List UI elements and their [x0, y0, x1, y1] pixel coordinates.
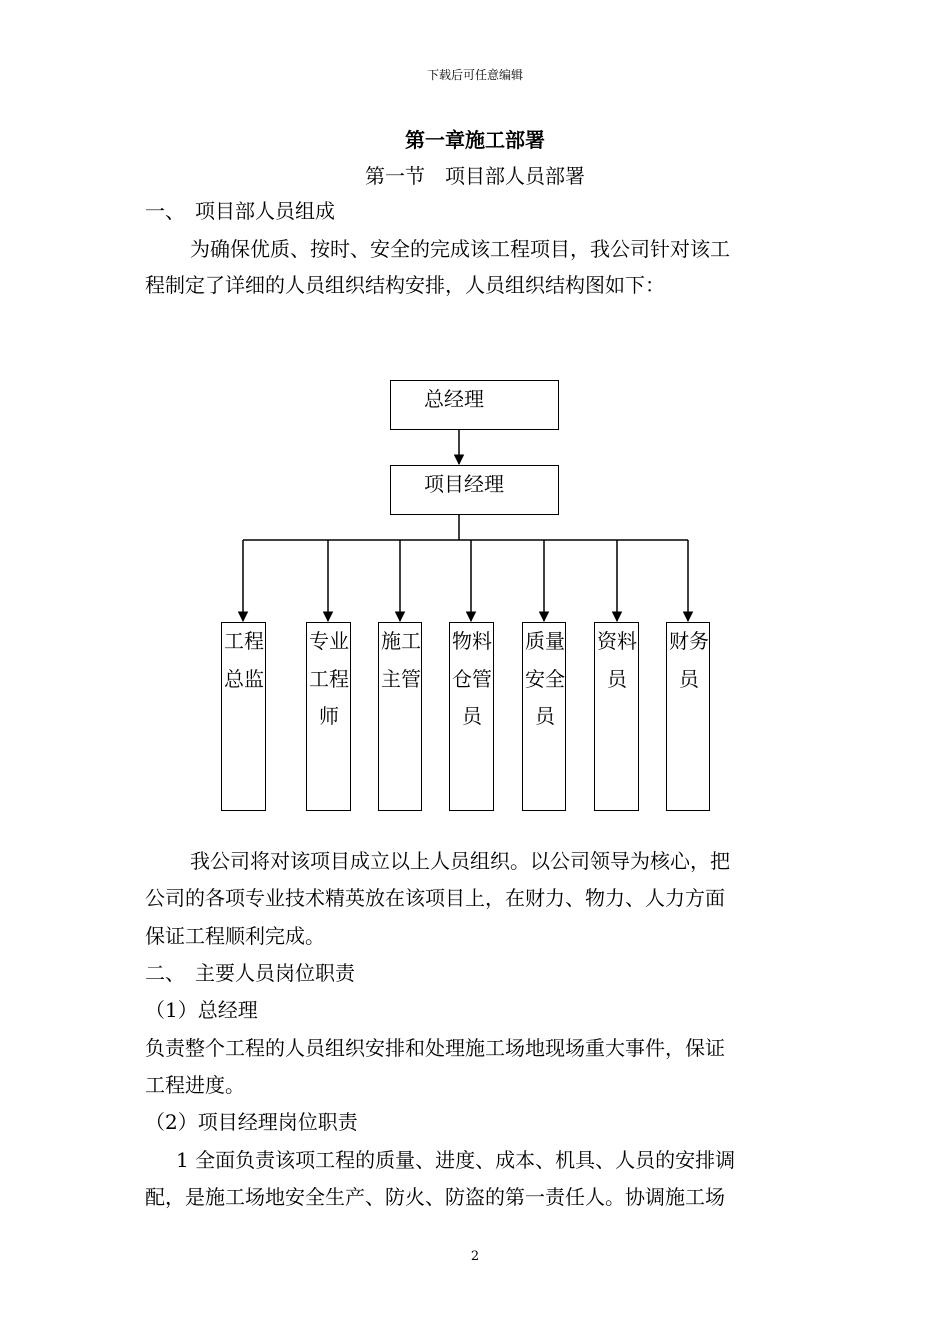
org-box-child-6-label: 资料员: [597, 629, 637, 691]
org-box-child-1-label: 工程总监: [224, 629, 264, 691]
org-box-child-7-label: 财务员: [669, 629, 709, 691]
project-manager-text-line-2: 配，是施工场地安全生产、防火、防盗的第一责任人。协调施工场: [145, 1185, 725, 1209]
org-box-child-5: [522, 622, 566, 811]
org-box-child-3-label: 施工主管: [381, 629, 421, 691]
section-title: 第一节 项目部人员部署: [365, 164, 585, 188]
subheading-project-manager: （2）项目经理岗位职责: [145, 1110, 358, 1134]
org-box-child-7: [666, 622, 710, 811]
project-manager-text-line-1: 1 全面负责该项工程的质量、进度、成本、机具、人员的安排调: [176, 1148, 736, 1172]
org-box-child-3: [378, 622, 422, 811]
chapter-title: 第一章施工部署: [405, 128, 545, 152]
org-box-child-4: [449, 622, 494, 811]
subheading-general-manager: （1）总经理: [145, 998, 258, 1022]
page-number: 2: [470, 1249, 480, 1264]
paragraph-2-line-3: 保证工程顺利完成。: [145, 924, 325, 948]
org-box-child-4-label: 物料仓管员: [452, 629, 492, 728]
org-box-general-manager: [390, 380, 559, 430]
org-box-project-manager-label: 项目经理: [424, 472, 504, 496]
org-box-child-2-label: 专业工程师: [309, 629, 349, 728]
org-box-project-manager: [390, 465, 559, 515]
page-header: 下载后可任意编辑: [426, 68, 523, 82]
org-box-child-6: [594, 622, 639, 811]
general-manager-text-line-1: 负责整个工程的人员组织安排和处理施工场地现场重大事件，保证: [145, 1036, 725, 1060]
paragraph-2-line-2: 公司的各项专业技术精英放在该项目上，在财力、物力、人力方面: [145, 886, 725, 910]
paragraph-1-line-2: 程制定了详细的人员组织结构安排，人员组织结构图如下：: [145, 273, 665, 297]
general-manager-text-line-2: 工程进度。: [145, 1073, 245, 1097]
org-box-general-manager-label: 总经理: [424, 387, 484, 411]
heading-1: 一、 项目部人员组成: [145, 199, 335, 223]
heading-2: 二、 主要人员岗位职责: [145, 961, 355, 985]
org-box-child-2: [306, 622, 351, 811]
org-box-child-5-label: 质量安全员: [525, 629, 565, 728]
org-box-child-1: [221, 622, 266, 811]
paragraph-1-line-1: 为确保优质、按时、安全的完成该工程项目，我公司针对该工: [190, 237, 730, 261]
paragraph-2-line-1: 我公司将对该项目成立以上人员组织。以公司领导为核心，把: [190, 849, 730, 873]
